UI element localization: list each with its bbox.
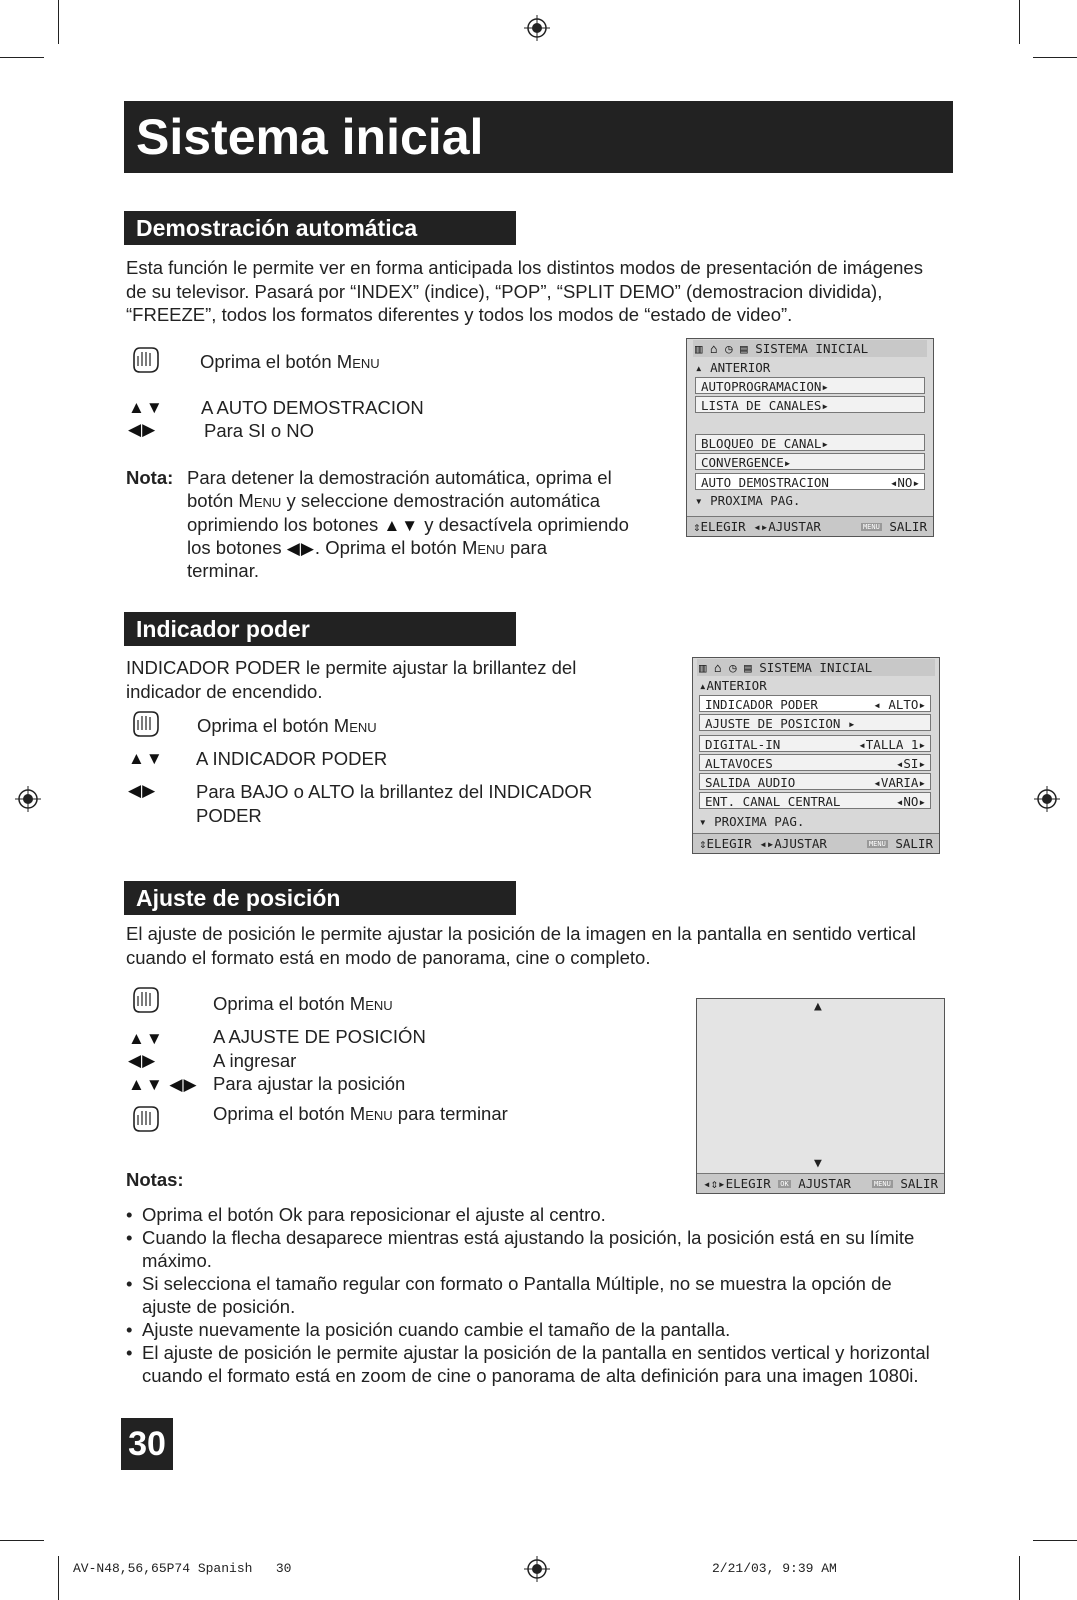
updown-arrows-icon: ▲▼	[128, 749, 164, 768]
osd-menu-auto-demo	[686, 338, 934, 537]
osd-footer: ◂⇕▸ELEGIR OK AJUSTAR MENU SALIR	[697, 1173, 944, 1193]
step-auto-demo: A AUTO DEMOSTRACION	[201, 397, 424, 418]
all-arrows-icon: ▲▼ ◀▶	[128, 1075, 198, 1094]
updown-arrows-icon: ▲▼	[128, 1029, 164, 1048]
step-brightness: Para BAJO o ALTO la brillantez del INDICADOR	[196, 781, 593, 802]
registration-mark-icon	[524, 1556, 550, 1582]
osd-item: ALTAVOCES ◂SI▸	[699, 754, 931, 771]
registration-mark-icon	[15, 786, 41, 812]
osd-next-page: ▾ PROXIMA PAG.	[699, 814, 805, 829]
osd-header: ▥ ⌂ ◷ ▤ SISTEMA INICIAL	[693, 340, 927, 357]
note-line: Para detener la demostración automática, oprima el	[187, 467, 612, 488]
osd-footer: ⇕ELEGIR ◂▸AJUSTAR MENU SALIR	[693, 833, 939, 853]
section-intro-power: INDICADOR PODER le permite ajustar la brillantez del indicador de encendido.	[126, 657, 577, 702]
osd-tab-icons: ▥ ⌂ ◷ ▤	[695, 341, 748, 356]
step-enter: A ingresar	[213, 1050, 297, 1071]
registration-mark-icon	[1034, 786, 1060, 812]
section-title-power: Indicador poder	[136, 616, 310, 642]
crop-mark	[0, 1540, 44, 1541]
step-press-menu: Oprima el botón Menu	[197, 715, 377, 736]
crop-mark	[0, 57, 44, 58]
osd-item-selected: INDICADOR PODER ◂ ALTO▸	[699, 695, 931, 712]
osd-position-screen	[696, 998, 945, 1194]
osd-header: ▥ ⌂ ◷ ▤ SISTEMA INICIAL	[697, 659, 935, 676]
osd-item: LISTA DE CANALES▸	[695, 396, 925, 413]
osd-item: DIGITAL-IN ◂TALLA 1▸	[699, 735, 931, 752]
step-press-menu: Oprima el botón Menu	[213, 993, 393, 1014]
page-title: Sistema inicial	[136, 109, 484, 165]
print-footer-right: 2/21/03, 9:39 AM	[712, 1561, 837, 1576]
leftright-arrows-icon: ◀▶	[128, 781, 157, 800]
note-label: Nota:	[126, 467, 174, 488]
crop-mark	[58, 1556, 59, 1600]
leftright-arrows-icon: ◀▶	[128, 420, 157, 439]
list-item: • Ajuste nuevamente la posición cuando cambie el tamaño de la pantalla.	[124, 1318, 944, 1341]
leftright-arrows-icon: ◀▶	[128, 1051, 157, 1070]
list-item: • Si selecciona el tamaño regular con formato o Pantalla Múltiple, no se muestra la opción de ajuste de posición.	[124, 1272, 944, 1318]
section-intro-position: El ajuste de posición le permite ajustar la posición de la imagen en la pantalla en sentido vertical cuando el formato está en modo de panorama, cine o completo.	[126, 923, 916, 968]
registration-mark-icon	[524, 15, 550, 41]
crop-mark	[1019, 1556, 1020, 1600]
osd-anterior: ▴ ANTERIOR	[695, 360, 771, 375]
notes-list	[124, 1203, 944, 1387]
osd-item-selected: AUTO DEMOSTRACION ◂NO▸	[695, 473, 925, 490]
step-adjust: Para ajustar la posición	[213, 1073, 406, 1094]
step-si-no: Para SI o NO	[204, 420, 315, 441]
note-line: oprimiendo los botones ▲▼ y desactívela oprimiendo	[187, 514, 629, 535]
print-footer-left: AV-N48,56,65P74 Spanish 30	[73, 1561, 292, 1576]
osd-item: SALIDA AUDIO ◂VARIA▸	[699, 773, 931, 790]
step-press-menu: Oprima el botón Menu	[200, 351, 380, 372]
osd-menu-power	[692, 657, 940, 854]
step-position-select: A AJUSTE DE POSICIÓN	[213, 1026, 426, 1047]
osd-tab-icons: ▥ ⌂ ◷ ▤	[699, 660, 752, 675]
section-intro-demo: Esta función le permite ver en forma anticipada los distintos modos de presentación de imágenes de su televisor. Pasará por “INDEX” (indice), “POP”, “SPLIT DEMO” (demostracion dividida), “FREEZE”, todos los formatos diferentes y todos los modos de “estado de video”.	[126, 257, 923, 325]
note-line: botón Menu y seleccione demostración automática	[187, 490, 601, 511]
section-title-position: Ajuste de posición	[136, 885, 341, 911]
list-item: • Cuando la flecha desaparece mientras está ajustando la posición, la posición está en su límite máximo.	[124, 1226, 944, 1272]
osd-item: BLOQUEO DE CANAL▸	[695, 434, 925, 451]
list-item: • Oprima el botón Ok para reposicionar el ajuste al centro.	[124, 1203, 944, 1226]
hand-press-icon	[128, 706, 162, 740]
page-number: 30	[128, 1425, 166, 1463]
step-brightness-cont: PODER	[196, 805, 262, 826]
crop-mark	[1033, 1540, 1077, 1541]
section-title-demo: Demostración automática	[136, 215, 418, 241]
step-finish: Oprima el botón Menu para terminar	[213, 1103, 508, 1124]
hand-press-icon	[128, 982, 162, 1016]
osd-next-page: ▾ PROXIMA PAG.	[695, 493, 801, 508]
note-line: terminar.	[187, 560, 259, 581]
up-arrow-icon: ▲	[814, 999, 822, 1014]
leftright-arrows-icon: ◀▶	[286, 539, 315, 558]
osd-anterior: ▴ANTERIOR	[699, 678, 767, 693]
step-indicator: A INDICADOR PODER	[196, 748, 388, 769]
osd-footer: ⇕ELEGIR ◂▸AJUSTAR MENU SALIR	[687, 516, 933, 536]
osd-item: ENT. CANAL CENTRAL ◂NO▸	[699, 792, 931, 809]
hand-press-icon	[128, 1101, 162, 1135]
list-item: • El ajuste de posición le permite ajustar la posición de la pantalla en sentidos vertical y horizontal cuando el formato está en zoom de cine o panorama de alta definición para una imagen 1080i.	[124, 1341, 944, 1387]
note-line: los botones ◀▶. Oprima el botón Menu para	[187, 537, 547, 558]
osd-item: CONVERGENCE▸	[695, 453, 925, 470]
notes-label: Notas:	[126, 1169, 184, 1190]
hand-press-icon	[128, 342, 162, 376]
osd-item: AJUSTE DE POSICION ▸	[699, 714, 931, 731]
crop-mark	[1033, 57, 1077, 58]
crop-mark	[1019, 0, 1020, 44]
crop-mark	[58, 0, 59, 44]
osd-item: AUTOPROGRAMACION▸	[695, 377, 925, 394]
updown-arrows-icon: ▲▼	[383, 516, 420, 535]
updown-arrows-icon: ▲▼	[128, 398, 164, 417]
down-arrow-icon: ▼	[814, 1156, 822, 1171]
